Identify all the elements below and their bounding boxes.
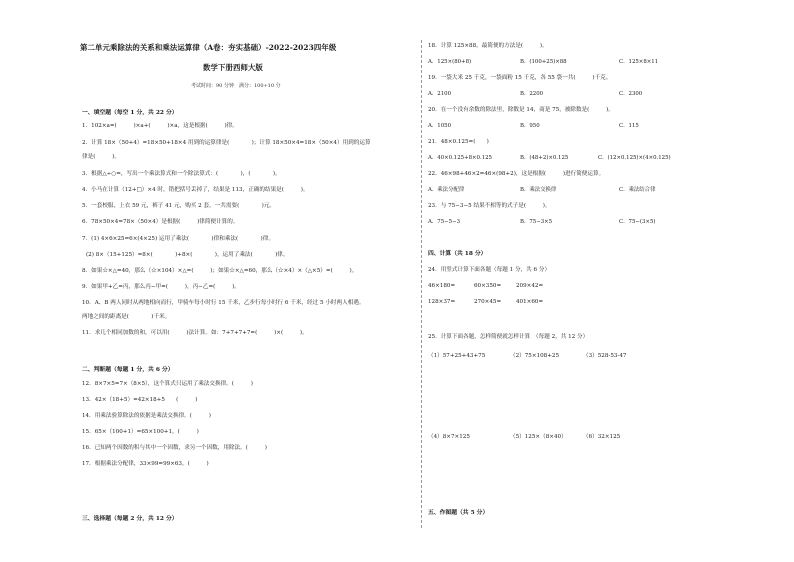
- question-23-option-b: B．75−3×5: [520, 219, 553, 225]
- question-19-option-a: A．2100: [428, 91, 452, 97]
- question-5: 5．一套校服，上衣 59 元，裤子 41 元，购买 2 套，一共需要( )元。: [82, 203, 276, 209]
- question-20-option-c: C．115: [619, 123, 639, 129]
- question-11: 11．求几个相同加数的和，可以用( )法计算。如：7+7+7+7=( )×( )。: [82, 330, 308, 336]
- question-20-option-b: B．950: [520, 123, 540, 129]
- question-7-part1: 7．(1) 4×6×25=6×(4×25) 运用了乘法( )律和乘法( )律。: [82, 236, 274, 242]
- q24-item-6: 401×60=: [516, 299, 544, 305]
- question-19: 19．一袋大米 25 千克，一袋面粉 15 千克，各 55 袋一共( )千克。: [428, 75, 612, 81]
- question-18-option-b: B．(100+25)×88: [520, 59, 567, 65]
- section-drawing: 五、作图题（共 5 分）: [428, 510, 489, 516]
- question-17: 17．根据乘法分配律，33×99=99×63。( ): [82, 461, 209, 467]
- question-25: 25．计算下面各题，怎样简便就怎样计算 （每题 2，共 12 分）: [428, 334, 589, 340]
- question-6: 6．78×50×4=78×（50×4）是根据( )律简便计算的。: [82, 219, 239, 225]
- question-20: 20．在一个没有余数的除法里，除数是 14，商是 75，被除数是( )。: [428, 107, 614, 113]
- q25-item-2: （2）75×108+25: [510, 353, 560, 359]
- q24-item-5: 270×45=: [474, 299, 502, 305]
- question-2-line1: 2．计算 18×（50+4）=18×50+18×4 用到的运算律是( )；计算 18×50×4=18×（50×4）用到的运算: [82, 140, 371, 146]
- question-19-option-c: C．2300: [619, 91, 643, 97]
- question-21-option-b: B．(48+2)×0.125: [520, 155, 569, 161]
- question-14: 14．用乘法验算除法的依据是乘法交换律。( ): [82, 413, 211, 419]
- question-23-option-a: A．75−5−3: [428, 219, 461, 225]
- question-1: 1．102×a=( )×a+( )×a，这是根据( )律。: [82, 123, 238, 129]
- q25-item-1: （1）57+25+43+75: [428, 353, 486, 359]
- section-fill-blank: 一、填空题（每空 1 分，共 22 分）: [82, 110, 178, 116]
- question-8: 8．如果☆×△=40，那么（☆×104）×△=( )；如果☆×△=60，那么（☆×4）×（△×5）=( )。: [82, 268, 358, 274]
- question-24: 24．用竖式计算下面各题（每题 1 分，共 6 分）: [428, 267, 551, 273]
- question-9: 9．如果甲+乙=丙，那么丙−甲=( )，丙−乙=( )。: [82, 284, 240, 290]
- question-13: 13．42×（18+5）=42×18+5 ( ): [82, 397, 198, 403]
- question-18-option-c: C．125×8×11: [619, 59, 659, 65]
- question-22-option-c: C．乘法结合律: [619, 187, 656, 193]
- question-15: 15．65×（100+1）=65×100+1。( ): [82, 429, 199, 435]
- question-12: 12．8×7×5=7×（8×5），这个算式只运用了乘法交换律。( ): [82, 381, 253, 387]
- section-true-false: 二、判断题（每题 1 分，共 6 分）: [82, 367, 174, 373]
- question-19-option-b: B．2200: [520, 91, 544, 97]
- section-calculation: 四、计算（共 18 分）: [428, 251, 487, 257]
- question-22-option-b: B．乘法交换律: [520, 187, 557, 193]
- q25-item-4: （4）8×7×125: [428, 434, 470, 440]
- question-18-option-a: A．125×(80+8): [428, 59, 472, 65]
- question-2-line2: 律是( )。: [82, 154, 120, 160]
- column-divider: [421, 40, 422, 528]
- q25-item-5: （5）125×（8×40）: [510, 434, 567, 440]
- q25-item-6: （6）32×125: [583, 434, 621, 440]
- question-10-line2: 两地之间的距离是( )千米。: [82, 314, 171, 320]
- q24-item-1: 46×180=: [428, 283, 456, 289]
- question-7-part2: (2) 8×（15+125）=8×( )+8×( )，运用了乘法( )律。: [86, 252, 289, 258]
- question-22: 22．46×98+46×2=46×(98+2)，这是根据( )进行简便运算。: [428, 171, 605, 177]
- question-23-option-c: C．75−(3×5): [619, 219, 656, 225]
- question-4: 4．小马在计算（12+□）×4 时，错把括号丢掉了，结果是 113，正确的结果是( )。: [82, 187, 309, 193]
- section-multiple-choice: 三、选择题（每题 2 分，共 12 分）: [82, 516, 178, 522]
- question-21-option-c: C．(12×0.125)×(4×0.125): [598, 155, 671, 161]
- question-23: 23．与 75−3−5 结果不相等的式子是( )。: [428, 203, 551, 209]
- question-22-option-a: A．乘法分配律: [428, 187, 465, 193]
- question-16: 16．已知两个因数的积与其中一个因数，求另一个因数，用除法。( ): [82, 445, 267, 451]
- question-10-line1: 10．A、B 两人同时从两地相向而行，甲骑车每小时行 15 千米，乙步行每小时行 6 千米，经过 5 小时两人相遇。: [82, 300, 365, 306]
- q25-item-3: （3）528-53-47: [583, 353, 627, 359]
- exam-info: 考试时间：90 分钟 满分：100+10 分: [191, 83, 281, 89]
- exam-title-line1: 第二单元乘除法的关系和乘法运算律（A卷：夯实基础）-2022-2023四年级: [80, 43, 337, 52]
- q24-item-4: 128×37=: [428, 299, 456, 305]
- question-18: 18．计算 125×88，最简便的方法是( )。: [428, 43, 548, 49]
- question-21-option-a: A．40×0.125+8×0.125: [428, 155, 492, 161]
- q24-item-2: 60×350=: [474, 283, 502, 289]
- question-20-option-a: A．1050: [428, 123, 452, 129]
- question-3: 3．根据△÷○=，写出一个乘法算式和一个除法算式：( )，( )。: [82, 171, 281, 177]
- exam-title-line2: 数学下册西师大版: [203, 63, 263, 72]
- question-21: 21．48×0.125=( ): [428, 139, 489, 145]
- q24-item-3: 209×42=: [516, 283, 544, 289]
